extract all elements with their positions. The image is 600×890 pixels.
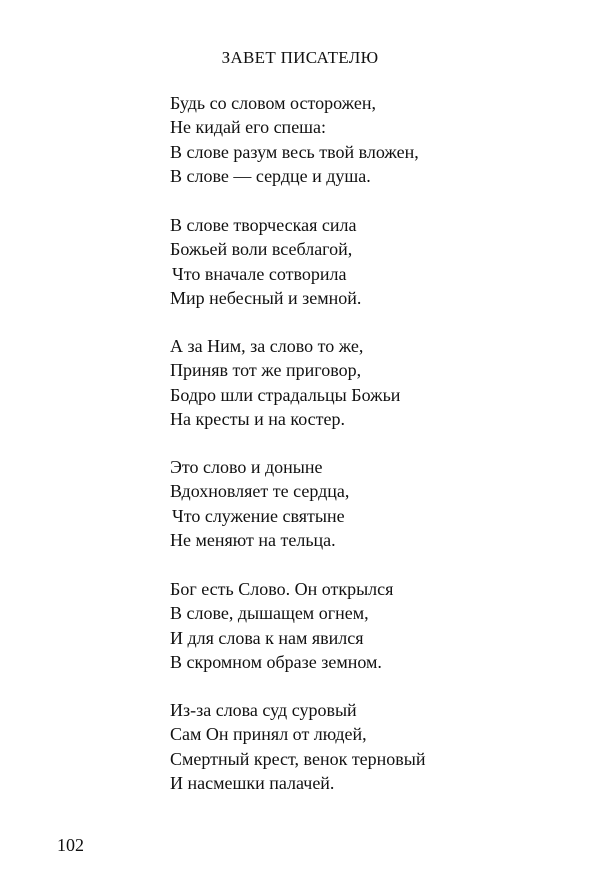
poem-line: И насмешки палачей. <box>170 772 335 793</box>
page-number: 102 <box>57 835 84 855</box>
poem-line: Что вначале сотворила <box>172 263 347 284</box>
poem-line: Не кидай его спеша: <box>170 117 327 138</box>
poem-line: На кресты и на костер. <box>170 408 345 429</box>
stanza-6 <box>170 698 426 795</box>
stanza-3 <box>170 334 400 431</box>
stanza-5 <box>170 577 393 674</box>
poem-line: В скромном образе земном. <box>170 651 382 672</box>
poem-line: Не меняют на тельца. <box>170 529 336 550</box>
poem-line: Сам Он принял от людей, <box>170 724 367 745</box>
poem-line: Что служение святыне <box>172 505 345 526</box>
poem-line: В слове, дышащем огнем, <box>170 603 369 624</box>
poem-line: Божьей воли всеблагой, <box>170 239 353 260</box>
poem-line: Смертный крест, венок терновый <box>170 748 426 769</box>
poem-line: Будь со словом осторожен, <box>170 93 376 113</box>
poem-line: В слове разум весь твой вложен, <box>170 141 419 162</box>
stanza-4 <box>170 455 349 552</box>
poem-line: А за Ним, за слово то же, <box>170 336 364 356</box>
poem-line: Мир небесный и земной. <box>170 287 362 308</box>
poem-line: Приняв тот же приговор, <box>170 360 362 381</box>
poem-line: Бог есть Слово. Он открылся <box>170 579 394 599</box>
stanza-2 <box>170 213 361 310</box>
poem-line: Вдохновляет те сердца, <box>170 481 350 502</box>
poem-line: Это слово и доныне <box>170 457 323 477</box>
poem-line: И для слова к нам явился <box>170 627 364 648</box>
poem-title: ЗАВЕТ ПИСАТЕЛЮ <box>221 48 379 67</box>
poem-line: В слове творческая сила <box>170 215 357 235</box>
poem-line: Бодро шли страдальцы Божьи <box>170 384 401 405</box>
poem-line: В слове — сердце и душа. <box>170 165 371 186</box>
stanza-1 <box>170 91 419 188</box>
poem-line: Из-за слова суд суровый <box>170 700 357 720</box>
